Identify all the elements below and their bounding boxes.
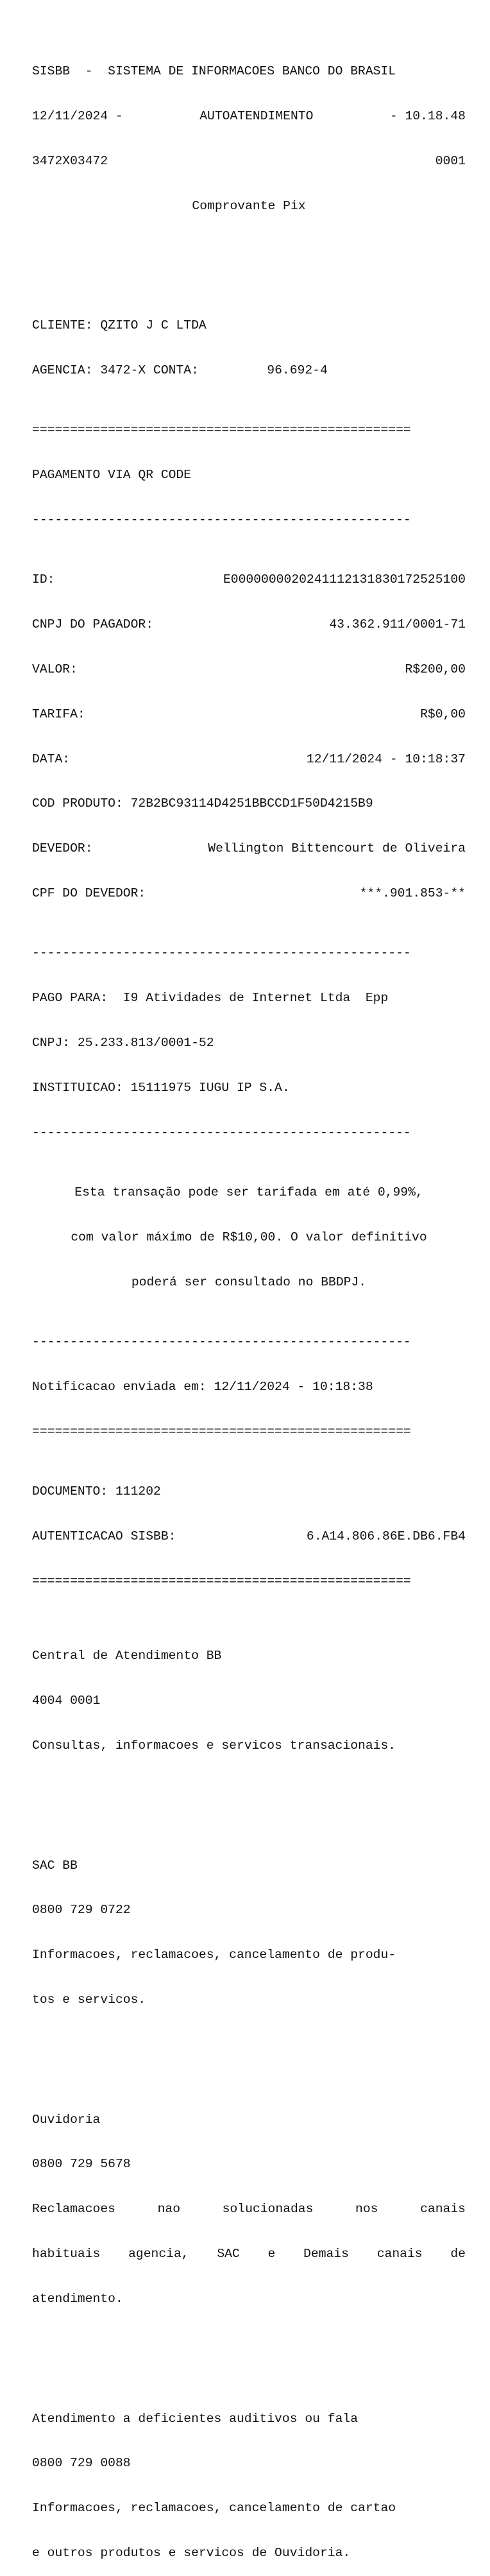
auth-code: 6.A14.806.86E.DB6.FB4 (306, 1529, 466, 1543)
spacer (32, 2038, 466, 2052)
spacer (32, 1783, 466, 1798)
justified-word: e (267, 2247, 276, 2262)
single-separator: -------------------------------------------------- (32, 1125, 411, 1140)
field-label: DATA: (32, 751, 71, 766)
contact-title: Atendimento a deficientes auditivos ou fala (32, 2411, 359, 2426)
payment-fee: R$0,00 (420, 707, 466, 721)
header-date: 12/11/2024 - (32, 108, 123, 123)
justified-word: nao (157, 2202, 181, 2217)
account-number: 96.692-4 (267, 363, 328, 377)
justified-word: Demais (303, 2247, 349, 2262)
contact-description: Informacoes, reclamacoes, cancelamento de produ- (32, 1948, 396, 1962)
field-label: CNPJ DO PAGADOR: (32, 617, 154, 631)
field-row-date (32, 752, 466, 767)
contact-description-justified (32, 2202, 466, 2217)
justified-word: canais (420, 2202, 466, 2217)
field-row-value (32, 662, 466, 677)
payee-institution: INSTITUICAO: 15111975 IUGU IP S.A. (32, 1081, 290, 1095)
authentication-row (32, 1529, 466, 1544)
header-sequence: 0001 (435, 153, 466, 168)
contact-description: Consultas, informacoes e servicos transacionais. (32, 1739, 396, 1753)
double-separator: ================================================== (32, 1424, 411, 1439)
single-separator: -------------------------------------------------- (32, 946, 411, 961)
notification-sent: Notificacao enviada em: 12/11/2024 - 10:18:38 (32, 1380, 373, 1395)
pix-receipt (32, 19, 466, 2576)
fee-notice-line: com valor máximo de R$10,00. O valor definitivo (71, 1230, 427, 1245)
contact-phone: 0800 729 0722 (32, 1903, 131, 1918)
justified-word: solucionadas (222, 2202, 314, 2217)
document-number: DOCUMENTO: 111202 (32, 1484, 161, 1499)
field-label: TARIFA: (32, 707, 85, 721)
justified-word: de (450, 2247, 466, 2262)
field-row-id (32, 572, 466, 587)
double-separator: ================================================== (32, 1574, 411, 1588)
header-service: AUTOATENDIMENTO (199, 108, 314, 123)
single-separator: -------------------------------------------------- (32, 512, 411, 527)
contact-title: SAC BB (32, 1858, 78, 1873)
payment-method: PAGAMENTO VIA QR CODE (32, 467, 192, 482)
field-row-debtor-cpf (32, 886, 466, 901)
client-account-line (32, 363, 466, 378)
transaction-id: E0000000020241112131830172525100 (223, 572, 466, 587)
contact-phone: 0800 729 0088 (32, 2456, 131, 2471)
field-label: DEVEDOR: (32, 841, 93, 856)
header-terminal-line (32, 154, 466, 169)
agency-account-label: AGENCIA: 3472-X CONTA: (32, 363, 199, 377)
auth-label: AUTENTICACAO SISBB: (32, 1529, 176, 1543)
justified-word: nos (355, 2202, 378, 2217)
field-label: CPF DO DEVEDOR: (32, 886, 146, 901)
field-label: VALOR: (32, 662, 78, 676)
contact-description: e outros produtos e servicos de Ouvidoria. (32, 2546, 351, 2561)
justified-word: canais (376, 2247, 423, 2262)
contact-title: Central de Atendimento BB (32, 1649, 222, 1663)
contact-description-justified (32, 2247, 466, 2262)
justified-word: Reclamacoes (32, 2202, 115, 2217)
debtor-cpf: ***.901.853-** (359, 886, 466, 901)
single-separator: -------------------------------------------------- (32, 1335, 411, 1350)
payment-value: R$200,00 (405, 662, 466, 676)
justified-word: habituais (32, 2247, 101, 2262)
field-label: ID: (32, 572, 55, 587)
double-separator: ================================================== (32, 423, 411, 438)
field-row-payer-cnpj (32, 617, 466, 632)
header-time: - 10.18.48 (389, 108, 466, 123)
contact-phone: 0800 729 5678 (32, 2157, 131, 2172)
header-date-line (32, 109, 466, 124)
payment-date: 12/11/2024 - 10:18:37 (306, 751, 466, 766)
header-terminal: 3472X03472 (32, 153, 108, 168)
field-row-debtor (32, 841, 466, 856)
contact-description: Informacoes, reclamacoes, cancelamento de cartao (32, 2501, 396, 2516)
field-row-fee (32, 707, 466, 722)
payee-name: PAGO PARA: I9 Atividades de Internet Ltda Epp (32, 991, 389, 1006)
debtor-name: Wellington Bittencourt de Oliveira (208, 841, 466, 856)
payee-cnpj: CNPJ: 25.233.813/0001-52 (32, 1036, 214, 1051)
fee-notice-line: Esta transação pode ser tarifada em até 0,99%, (74, 1185, 423, 1200)
justified-word: SAC (217, 2247, 240, 2262)
header-system-line: SISBB - SISTEMA DE INFORMACOES BANCO DO BRASIL (32, 64, 396, 78)
spacer (32, 259, 466, 273)
payer-cnpj: 43.362.911/0001-71 (329, 617, 466, 631)
contact-description: tos e servicos. (32, 1993, 146, 2007)
justified-word: agencia, (128, 2247, 189, 2262)
receipt-title: Comprovante Pix (192, 198, 306, 213)
client-name: CLIENTE: QZITO J C LTDA (32, 318, 207, 332)
contact-title: Ouvidoria (32, 2112, 101, 2127)
product-code: COD PRODUTO: 72B2BC93114D4251BBCCD1F50D4215B9 (32, 796, 373, 811)
spacer (32, 2337, 466, 2351)
fee-notice-line: poderá ser consultado no BBDPJ. (131, 1275, 367, 1289)
contact-description: atendimento. (32, 2292, 123, 2306)
contact-phone: 4004 0001 (32, 1694, 101, 1708)
